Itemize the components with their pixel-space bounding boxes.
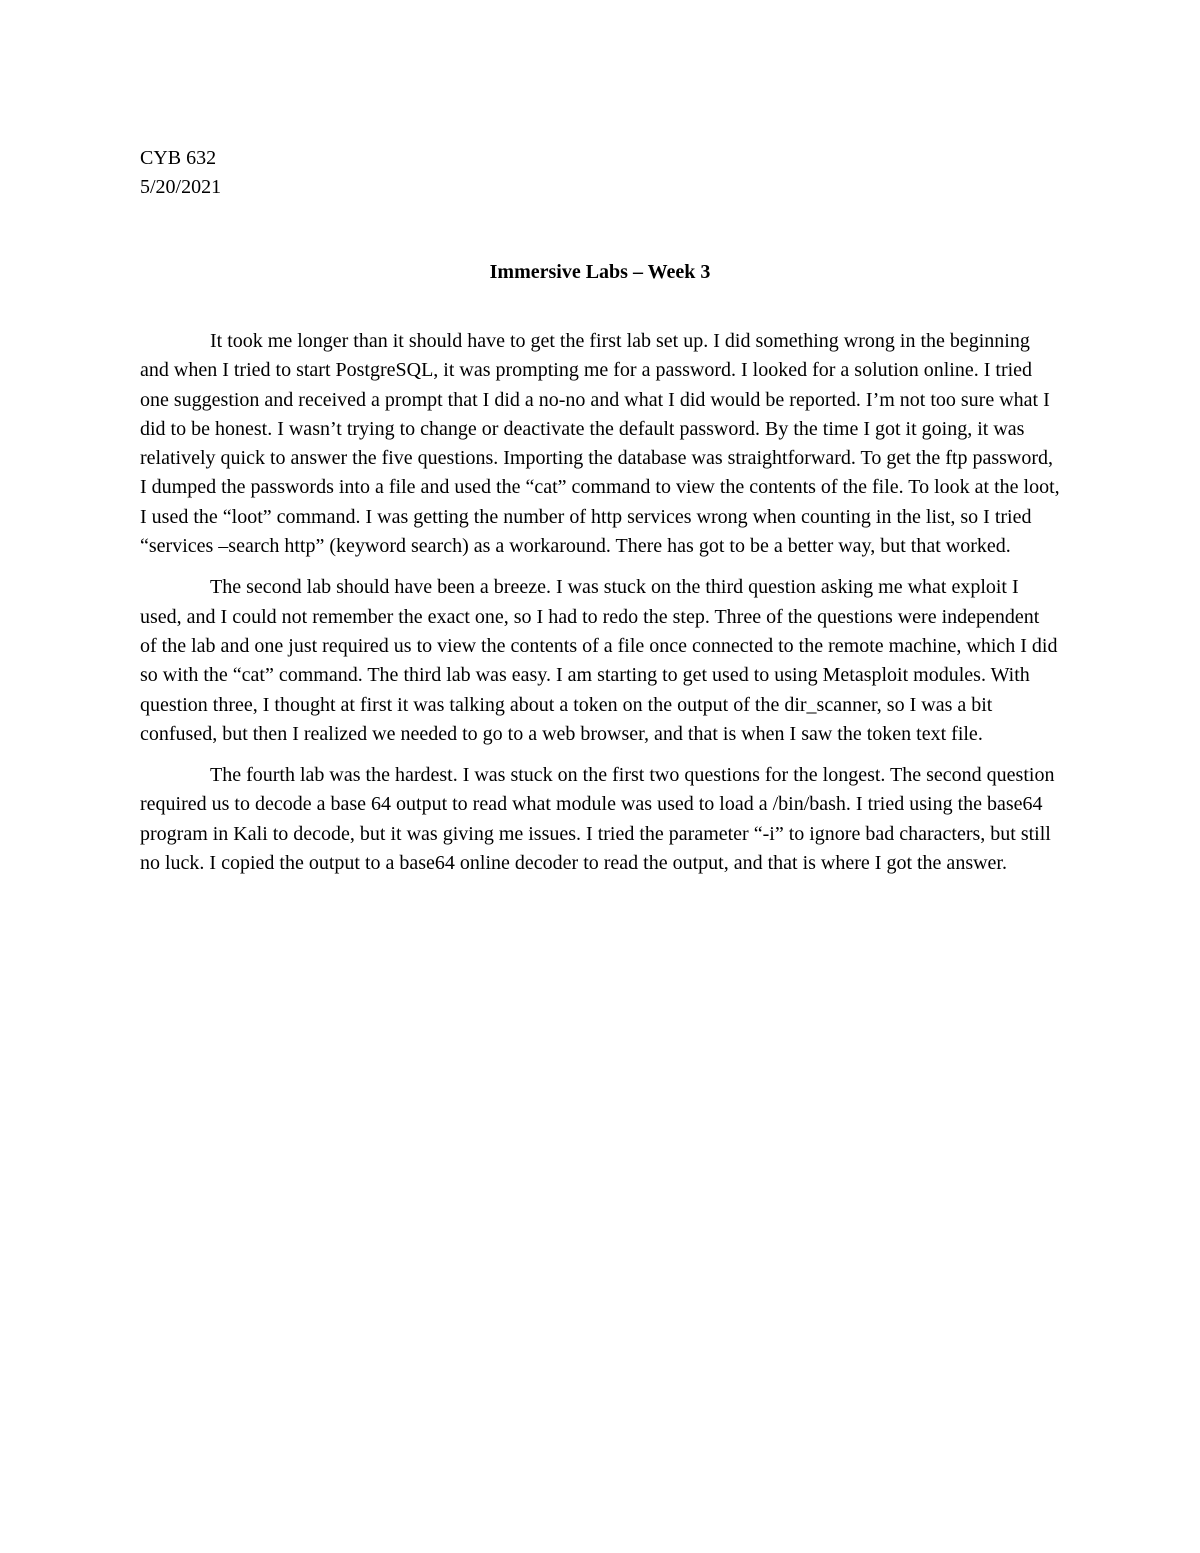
paragraph-fourth-lab: The fourth lab was the hardest. I was stuck on the first two questions for the longest. The second question required us to decode a base 64 output to read what module was used to load a /bin/bash. I tried using the base64 program in Kali to decode, but it was giving me issues. I tried the parameter “-i” to ignore bad characters, but still no luck. I copied the output to a base64 online decoder to read the output, and that is where I got the answer. — [140, 764, 1055, 875]
paragraph-first-lab: It took me longer than it should have to get the first lab set up. I did something wrong in the beginning and when I tried to start PostgreSQL, it was prompting me for a password. I looked for a solution online. I tried one suggestion and received a prompt that I did a no-no and what I did would be reported. I’m not too sure what I did to be honest. I wasn’t trying to change or deactivate the default password. By the time I got it going, it was relatively quick to answer the five questions. Importing the database was straightforward. To get the ftp password, I dumped the passwords into a file and used the “cat” command to view the contents of the file. To look at the loot, I used the “loot” command. I was getting the number of http services wrong when counting in the list, so I tried “services –search http” (keyword search) as a workaround. There has got to be a better way, but that worked. — [140, 330, 1060, 558]
document-title: Immersive Labs – Week 3 — [489, 261, 711, 283]
course-code: CYB 632 — [140, 147, 217, 169]
paragraph-second-third-lab: The second lab should have been a breeze. I was stuck on the third question asking me what exploit I used, and I could not remember the exact one, so I had to redo the step. Three of the questions were independent of the lab and one just required us to view the contents of a file once connected to the remote machine, which I did so with the “cat” command. The third lab was easy. I am starting to get used to using Metasploit modules. With question three, I thought at first it was talking about a token on the output of the dir_scanner, so I was a bit confused, but then I realized we needed to go to a web browser, and that is when I saw the token text file. — [140, 576, 1058, 745]
document-content — [140, 144, 1060, 878]
document-date: 5/20/2021 — [140, 176, 222, 198]
